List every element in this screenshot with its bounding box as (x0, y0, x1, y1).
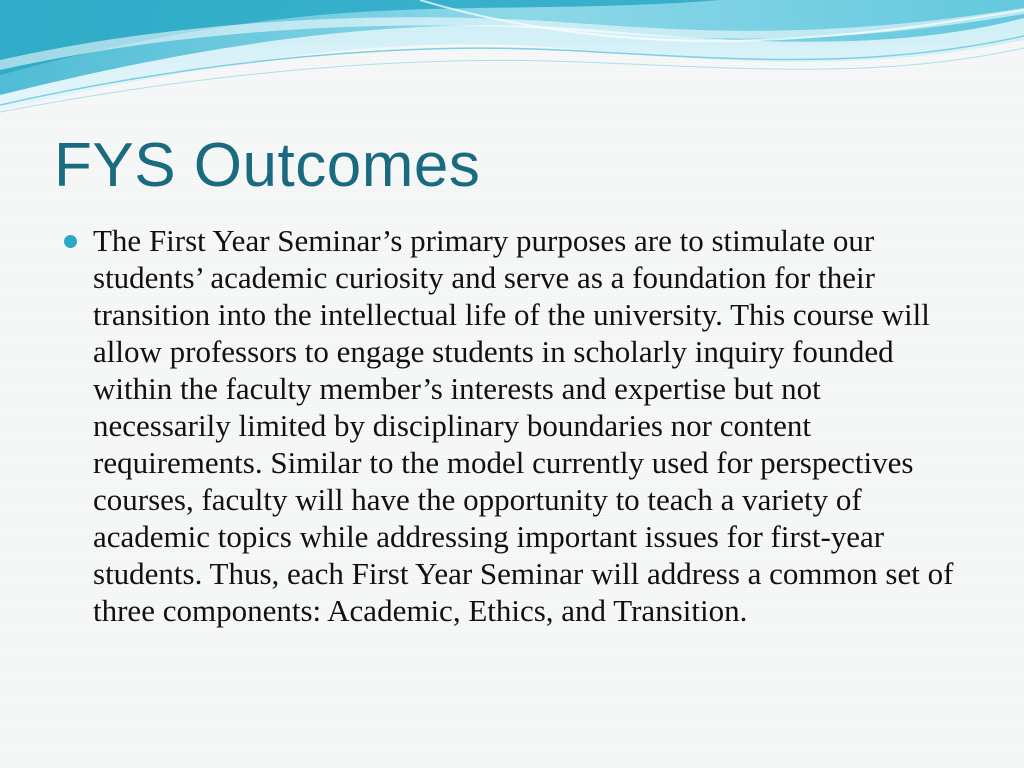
wave-banner-decoration (0, 0, 1024, 130)
filled-circle-bullet-icon (64, 235, 77, 248)
bullet-text: The First Year Seminar’s primary purposes are to stimulate our students’ academic curiosity and serve as a foundation for their transition into the intellectual life of the university. This course will allow professors to engage students in scholarly inquiry founded within the faculty member’s interests and expertise but not necessarily limited by disciplinary boundaries nor content requirements. Similar to the model currently used for perspectives courses, faculty will have the opportunity to teach a variety of academic topics while addressing important issues for first-year students. Thus, each First Year Seminar will address a common set of three components: Academic, Ethics, and Transition. (93, 223, 954, 628)
slide-title: FYS Outcomes (54, 131, 481, 200)
slide-content (60, 222, 960, 629)
bullet-item (60, 222, 960, 629)
